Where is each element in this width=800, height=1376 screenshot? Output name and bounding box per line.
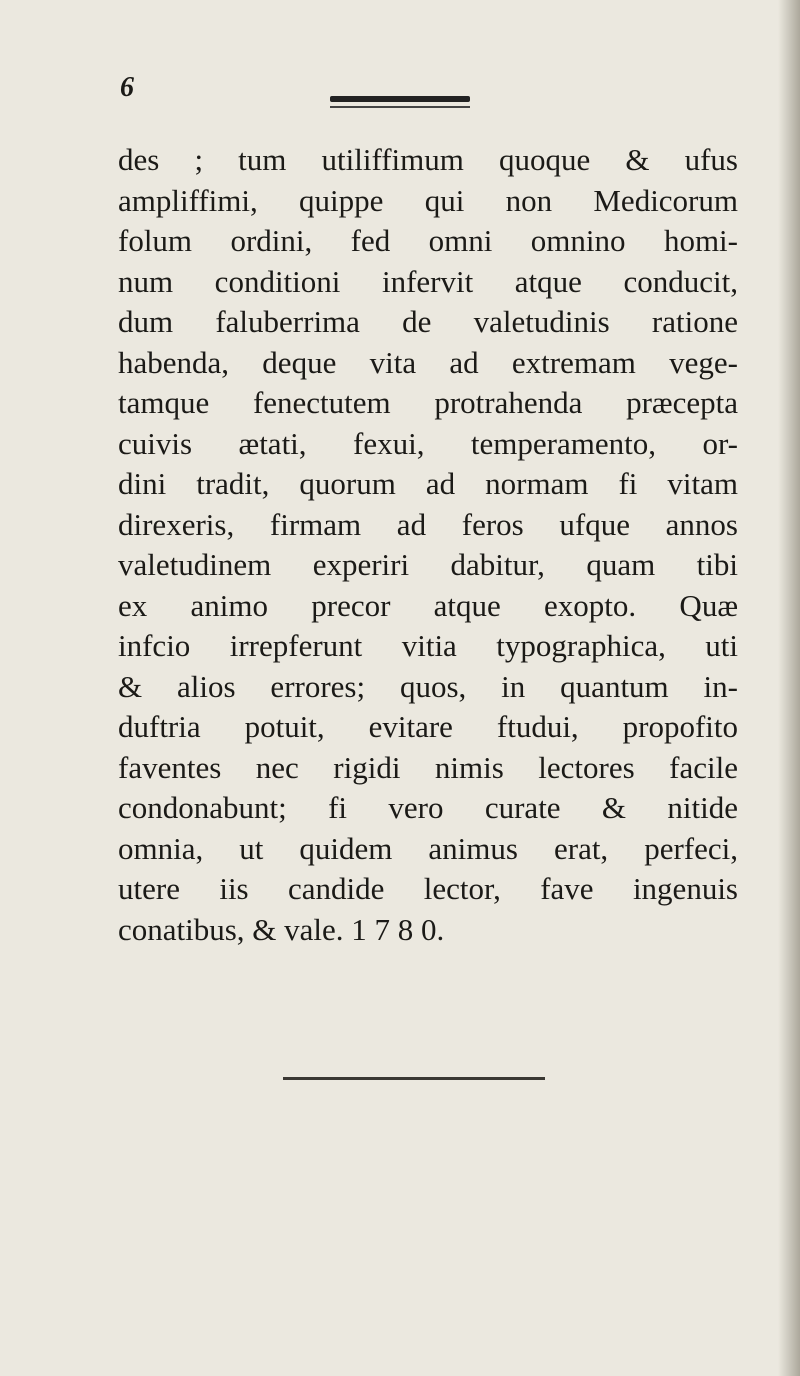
- text-line: des ; tum utiliffimum quoque & ufus: [118, 142, 738, 177]
- text-line-final: conatibus, & vale. 1 7 8 0.: [118, 911, 445, 947]
- text-line: condonabunt; fi vero curate & nitide: [118, 790, 738, 825]
- text-line: utere iis candide lector, fave ingenuis: [118, 871, 738, 906]
- text-line: ex animo precor atque exopto. Quæ: [118, 587, 738, 623]
- page-number: 6: [120, 72, 134, 103]
- text-line: habenda, deque vita ad extremam vege-: [118, 344, 738, 380]
- text-line: num conditioni infervit atque conducit,: [118, 263, 738, 299]
- header-ornament-rule: [330, 96, 470, 102]
- page-edge-shadow: [778, 0, 800, 1376]
- text-line: infcio irrepferunt vitia typographica, uti: [118, 628, 738, 663]
- text-line: tamque fenectutem protrahenda præcepta: [118, 385, 738, 420]
- text-line: cuivis ætati, fexui, temperamento, or-: [118, 425, 738, 461]
- text-line: folum ordini, fed omni omnino homi-: [118, 223, 738, 258]
- text-line: dum faluberrima de valetudinis ratione: [118, 304, 738, 339]
- text-line: ampliffimi, quippe qui non Medicorum: [118, 182, 738, 218]
- text-line: valetudinem experiri dabitur, quam tibi: [118, 547, 738, 582]
- text-line: faventes nec rigidi nimis lectores facile: [118, 749, 738, 785]
- text-line: omnia, ut quidem animus erat, perfeci,: [118, 830, 738, 866]
- footer-ornament-rule: [283, 1077, 545, 1080]
- text-line: duftria potuit, evitare ftudui, propofito: [118, 709, 738, 744]
- body-text: [118, 140, 738, 950]
- text-line: & alios errores; quos, in quantum in-: [118, 668, 738, 704]
- text-line: dini tradit, quorum ad normam fi vitam: [118, 466, 738, 501]
- text-line: direxeris, firmam ad feros ufque annos: [118, 506, 738, 542]
